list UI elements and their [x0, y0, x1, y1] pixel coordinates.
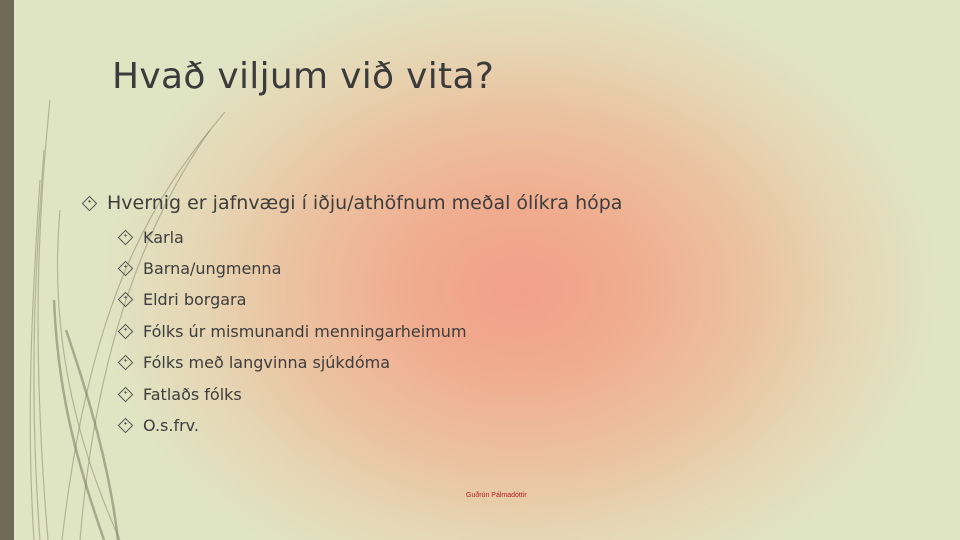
- diamond-bullet-icon: [118, 387, 134, 403]
- slide-title: Hvað viljum við vita?: [112, 56, 495, 97]
- diamond-bullet-icon: [118, 292, 134, 308]
- bullet-text: Fólks með langvinna sjúkdóma: [143, 353, 391, 372]
- bullet-item: [120, 385, 242, 404]
- bullet-item: [120, 353, 390, 372]
- diamond-bullet-icon: [118, 230, 134, 246]
- bullet-item: [84, 192, 622, 214]
- bullet-text: Eldri borgara: [143, 290, 247, 309]
- bullet-item: [120, 290, 246, 309]
- bullet-text: Fólks úr mismunandi menningarheimum: [143, 322, 467, 341]
- diamond-bullet-icon: [118, 418, 134, 434]
- bullet-text: O.s.frv.: [143, 416, 199, 435]
- bullet-text: Barna/ungmenna: [143, 259, 282, 278]
- diamond-bullet-icon: [118, 324, 134, 340]
- bullet-text: Karla: [143, 228, 184, 247]
- bullet-item: [120, 416, 199, 435]
- diamond-bullet-icon: [118, 261, 134, 277]
- bullet-text: Fatlaðs fólks: [143, 385, 242, 404]
- bullet-item: [120, 322, 467, 341]
- bullet-text: Hvernig er jafnvægi í iðju/athöfnum meðal ólíkra hópa: [107, 192, 623, 214]
- diamond-bullet-icon: [118, 355, 134, 371]
- bullet-item: [120, 259, 281, 278]
- footer-author: Guðrún Pálmadóttir: [466, 492, 527, 499]
- bullet-item: [120, 228, 184, 247]
- diamond-bullet-icon: [82, 195, 98, 211]
